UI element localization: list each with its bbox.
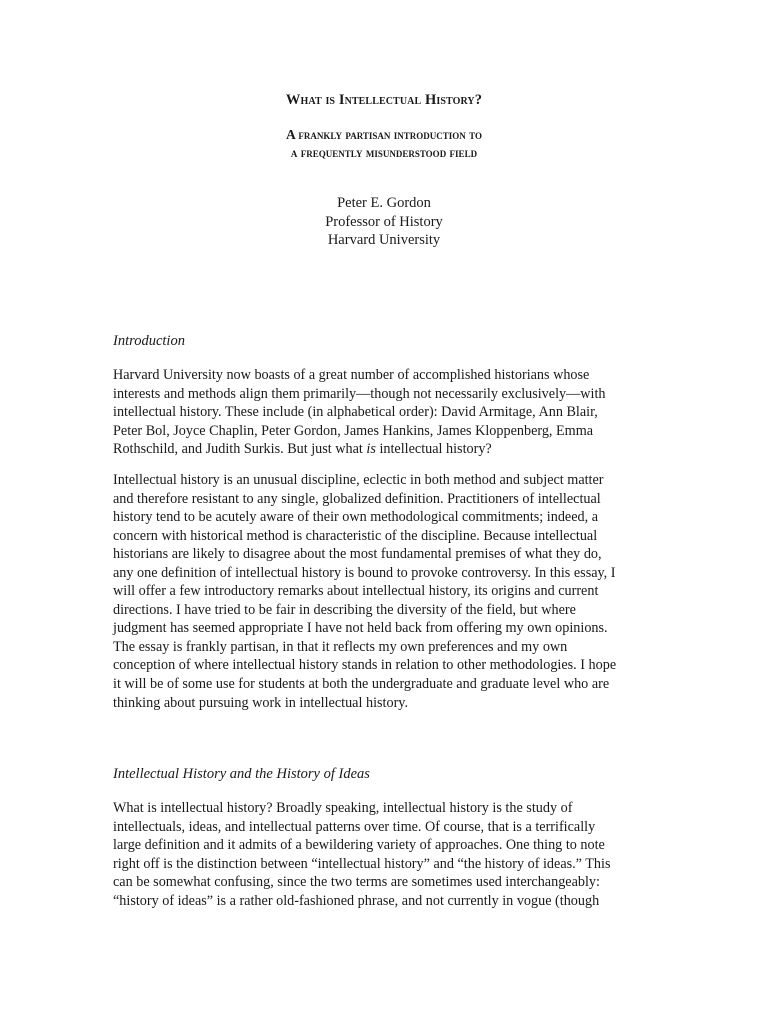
text-line: any one definition of intellectual history is bound to provoke controversy. In this essay, I — [113, 564, 616, 581]
subtitle-line: a frequently misunderstood field — [290, 145, 478, 160]
text-line — [113, 440, 713, 459]
author-position: Professor of History — [325, 213, 443, 230]
text-line: right off is the distinction between “intellectual history” and “the history of ideas.” This — [113, 855, 611, 872]
paragraph — [113, 799, 713, 910]
author-block — [0, 194, 768, 250]
text-line: and therefore resistant to any single, globalized definition. Practitioners of intellectual — [113, 490, 601, 507]
emphasized-word: is — [366, 441, 376, 458]
text-line: it will be of some use for students at both the undergraduate and graduate level who are — [113, 676, 610, 693]
document-subtitle — [0, 126, 768, 162]
text-segment: intellectual history? — [375, 441, 492, 458]
text-line: can be somewhat confusing, since the two terms are sometimes used interchangeably: — [113, 874, 600, 891]
text-line: judgment has seemed appropriate I have not held back from offering my own opinions. — [113, 620, 608, 637]
text-line: directions. I have tried to be fair in describing the diversity of the field, but where — [113, 601, 576, 618]
text-line: history tend to be acutely aware of their own methodological commitments; indeed, a — [113, 509, 598, 526]
text-line: “history of ideas” is a rather old-fashioned phrase, and not currently in vogue (though — [113, 892, 600, 909]
text-line: concern with historical method is characteristic of the discipline. Because intellectual — [113, 527, 598, 544]
text-line: Intellectual history is an unusual discipline, eclectic in both method and subject matter — [113, 472, 604, 488]
subtitle-line: A frankly partisan introduction to — [285, 127, 483, 142]
section-heading-introduction: Introduction — [113, 333, 185, 349]
author-institution: Harvard University — [327, 232, 441, 248]
text-line: historians are likely to disagree about the most fundamental premises of what they do, — [113, 546, 602, 563]
document-title: What is Intellectual History? — [285, 92, 483, 108]
text-line: large definition and it admits of a bewildering variety of approaches. One thing to note — [113, 837, 605, 854]
text-line: conception of where intellectual history stands in relation to other methodologies. I hope — [113, 657, 617, 674]
paragraph — [113, 366, 713, 459]
text-line: will offer a few introductory remarks about intellectual history, its origins and current — [113, 583, 599, 600]
text-line: Harvard University now boasts of a great number of accomplished historians whose — [113, 367, 590, 383]
text-line: Peter Bol, Joyce Chaplin, Peter Gordon, James Hankins, James Kloppenberg, Emma — [113, 422, 594, 439]
text-line: What is intellectual history? Broadly speaking, intellectual history is the study of — [113, 800, 573, 816]
paragraph — [113, 471, 713, 712]
text-segment: Rothschild, and Judith Surkis. But just what — [113, 441, 367, 458]
text-line: thinking about pursuing work in intellectual history. — [113, 694, 409, 711]
text-line: intellectuals, ideas, and intellectual patterns over time. Of course, that is a terrifically — [113, 818, 596, 835]
text-line: interests and methods align them primarily—though not necessarily exclusively—with — [113, 385, 606, 402]
text-line: The essay is frankly partisan, in that it reflects my own preferences and my own — [113, 638, 568, 655]
author-name: Peter E. Gordon — [337, 195, 431, 211]
text-line: intellectual history. These include (in alphabetical order): David Armitage, Ann Blair, — [113, 404, 598, 421]
section-heading-history-of-ideas: Intellectual History and the History of Ideas — [113, 766, 370, 782]
